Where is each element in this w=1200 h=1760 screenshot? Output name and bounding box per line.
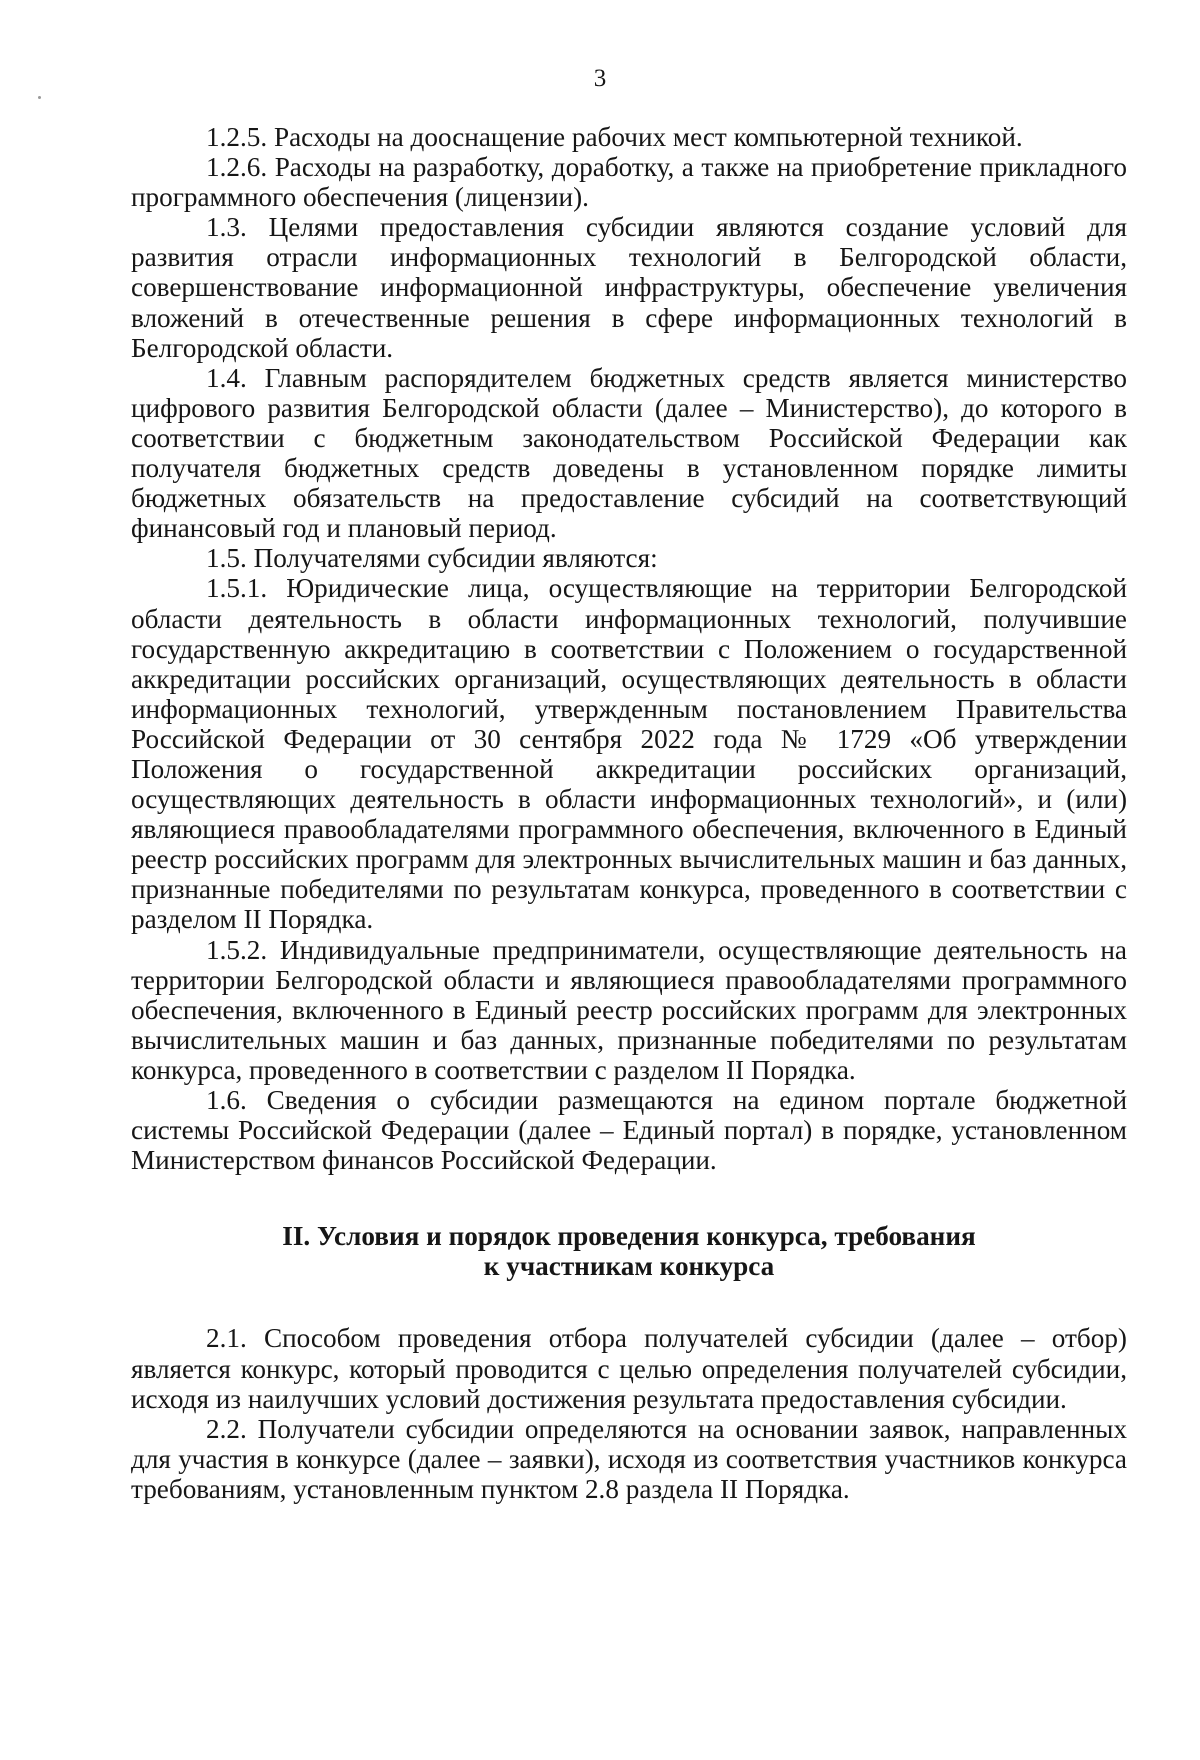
section-heading-line-2: к участникам конкурса [483, 1251, 775, 1282]
paragraph-1-5-2: 1.5.2. Индивидуальные предприниматели, осуществляющие деятельность на территории Белгородской области и являющиеся правообладателями программного обеспечения, включенного в Единый реестр российских программ для электронных вычислительных машин и баз данных, признанные победителями по результатам конкурса, проведенного в соответствии с разделом II Порядка. [131, 934, 1127, 1085]
page-number: 3 [593, 65, 607, 92]
paragraph-1-4: 1.4. Главным распорядителем бюджетных средств является министерство цифрового развития Белгородской области (далее – Министерство), до которого в соответствии с бюджетным законодательством Российской Федерации как получателя бюджетных средств доведены в установленном порядке лимиты бюджетных обязательств на предоставление субсидий на соответствующий финансовый год и плановый период. [131, 362, 1127, 544]
paragraph-1-2-6: 1.2.6. Расходы на разработку, доработку, а также на приобретение прикладного программного обеспечения (лицензии). [131, 152, 1127, 213]
scan-speck [38, 96, 41, 99]
section-heading-line-1: II. Условия и порядок проведения конкурса, требования [282, 1221, 976, 1252]
paragraph-1-3: 1.3. Целями предоставления субсидии являются создание условий для развития отрасли информационных технологий в Белгородской области, совершенствование информационной инфраструктуры, обеспечение увеличения вложений в отечественные решения в сфере информационных технологий в Белгородской области. [131, 212, 1127, 363]
paragraph-1-6: 1.6. Сведения о субсидии размещаются на едином портале бюджетной системы Российской Федерации (далее – Единый портал) в порядке, установленном Министерством финансов Российской Федерации. [131, 1085, 1127, 1176]
paragraph-1-5-1: 1.5.1. Юридические лица, осуществляющие на территории Белгородской области деятельность в области информационных технологий, получившие государственную аккредитацию в соответствии с Положением о государственной аккредитации российских организаций, осуществляющих деятельность в области информационных технологий, утвержденным постановлением Правительства Российской Федерации от 30 сентября 2022 года № 1729 «Об утверждении Положения о государственной аккредитации российских организаций, осуществляющих деятельность в области информационных технологий», и (или) являющиеся правообладателями программного обеспечения, включенного в Единый реестр российских программ для электронных вычислительных машин и баз данных, признанные победителями по результатам конкурса, проведенного в соответствии с разделом II Порядка. [131, 573, 1127, 935]
document-body [131, 122, 1127, 1504]
paragraph-1-2-5: 1.2.5. Расходы на дооснащение рабочих мест компьютерной техникой. [206, 122, 1023, 152]
paragraph-1-5: 1.5. Получателями субсидии являются: [206, 543, 658, 574]
paragraph-2-2: 2.2. Получатели субсидии определяются на основании заявок, направленных для участия в конкурсе (далее – заявки), исходя из соответствия участников конкурса требованиям, установленным пунктом 2.8 раздела II Порядка. [131, 1413, 1127, 1504]
paragraph-2-1: 2.1. Способом проведения отбора получателей субсидии (далее – отбор) является конкурс, который проводится с целью определения получателей субсидии, исходя из наилучших условий достижения результата предоставления субсидии. [131, 1323, 1127, 1414]
section-heading [131, 1221, 1127, 1281]
